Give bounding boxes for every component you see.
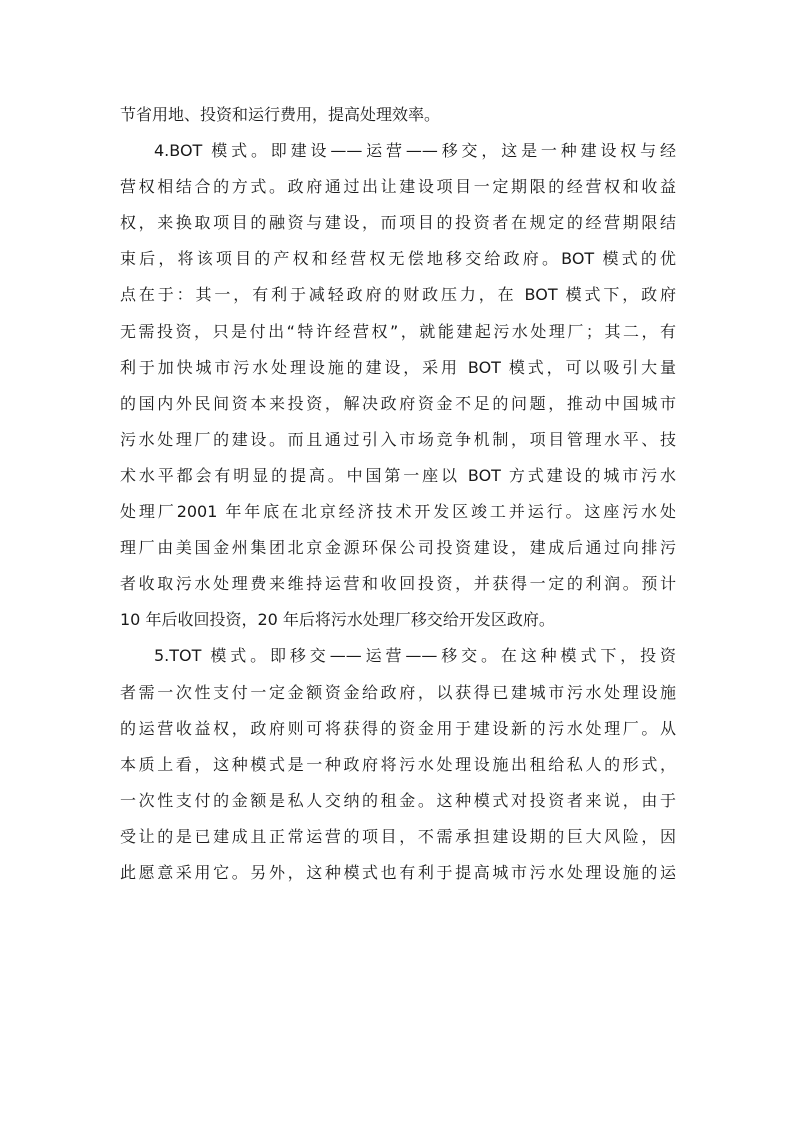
text-line: 一次性支付的金额是私人交纳的租金。这种模式对投资者来说，由于 — [120, 790, 676, 810]
text-line: 点在于：其一，有利于减轻政府的财政压力，在 BOT 模式下，政府 — [120, 285, 676, 305]
text-line: 束后，将该项目的产权和经营权无偿地移交给政府。BOT 模式的优 — [120, 249, 676, 269]
text-line: 者需一次性支付一定金额资金给政府，以获得已建城市污水处理设施 — [120, 682, 676, 702]
text-line: 的国内外民间资本来投资，解决政府资金不足的问题，推动中国城市 — [120, 393, 676, 413]
paragraph-bot-start: 4.BOT 模式。即建设——运营——移交，这是一种建设权与经 — [154, 141, 676, 161]
text-line: 本质上看，这种模式是一种政府将污水处理设施出租给私人的形式， — [120, 754, 676, 774]
text-line: 者收取污水处理费来维持运营和收回投资，并获得一定的利润。预计 — [120, 574, 676, 594]
text-line: 节省用地、投资和运行费用，提高处理效率。 — [120, 105, 441, 124]
text-line: 10 年后收回投资，20 年后将污水处理厂移交给开发区政府。 — [120, 610, 555, 630]
text-line: 利于加快城市污水处理设施的建设，采用 BOT 模式，可以吸引大量 — [120, 357, 676, 377]
text-line: 处理厂2001 年年底在北京经济技术开发区竣工并运行。这座污水处 — [120, 502, 676, 522]
text-line: 无需投资，只是付出“特许经营权”，就能建起污水处理厂；其二，有 — [120, 321, 676, 341]
paragraph-tot-start: 5.TOT 模式。即移交——运营——移交。在这种模式下，投资 — [154, 646, 676, 666]
text-line: 受让的是已建成且正常运营的项目，不需承担建设期的巨大风险，因 — [120, 826, 676, 846]
text-line: 术水平都会有明显的提高。中国第一座以 BOT 方式建设的城市污水 — [120, 465, 676, 485]
text-line: 的运营收益权，政府则可将获得的资金用于建设新的污水处理厂。从 — [120, 718, 676, 738]
body-text — [120, 97, 676, 891]
text-line: 营权相结合的方式。政府通过出让建设项目一定期限的经营权和收益 — [120, 177, 676, 197]
text-line: 权，来换取项目的融资与建设，而项目的投资者在规定的经营期限结 — [120, 213, 676, 233]
text-line: 此愿意采用它。另外，这种模式也有利于提高城市污水处理设施的运 — [120, 862, 676, 882]
text-line: 污水处理厂的建设。而且通过引入市场竞争机制，项目管理水平、技 — [120, 429, 676, 449]
text-line: 理厂由美国金州集团北京金源环保公司投资建设，建成后通过向排污 — [120, 538, 676, 558]
